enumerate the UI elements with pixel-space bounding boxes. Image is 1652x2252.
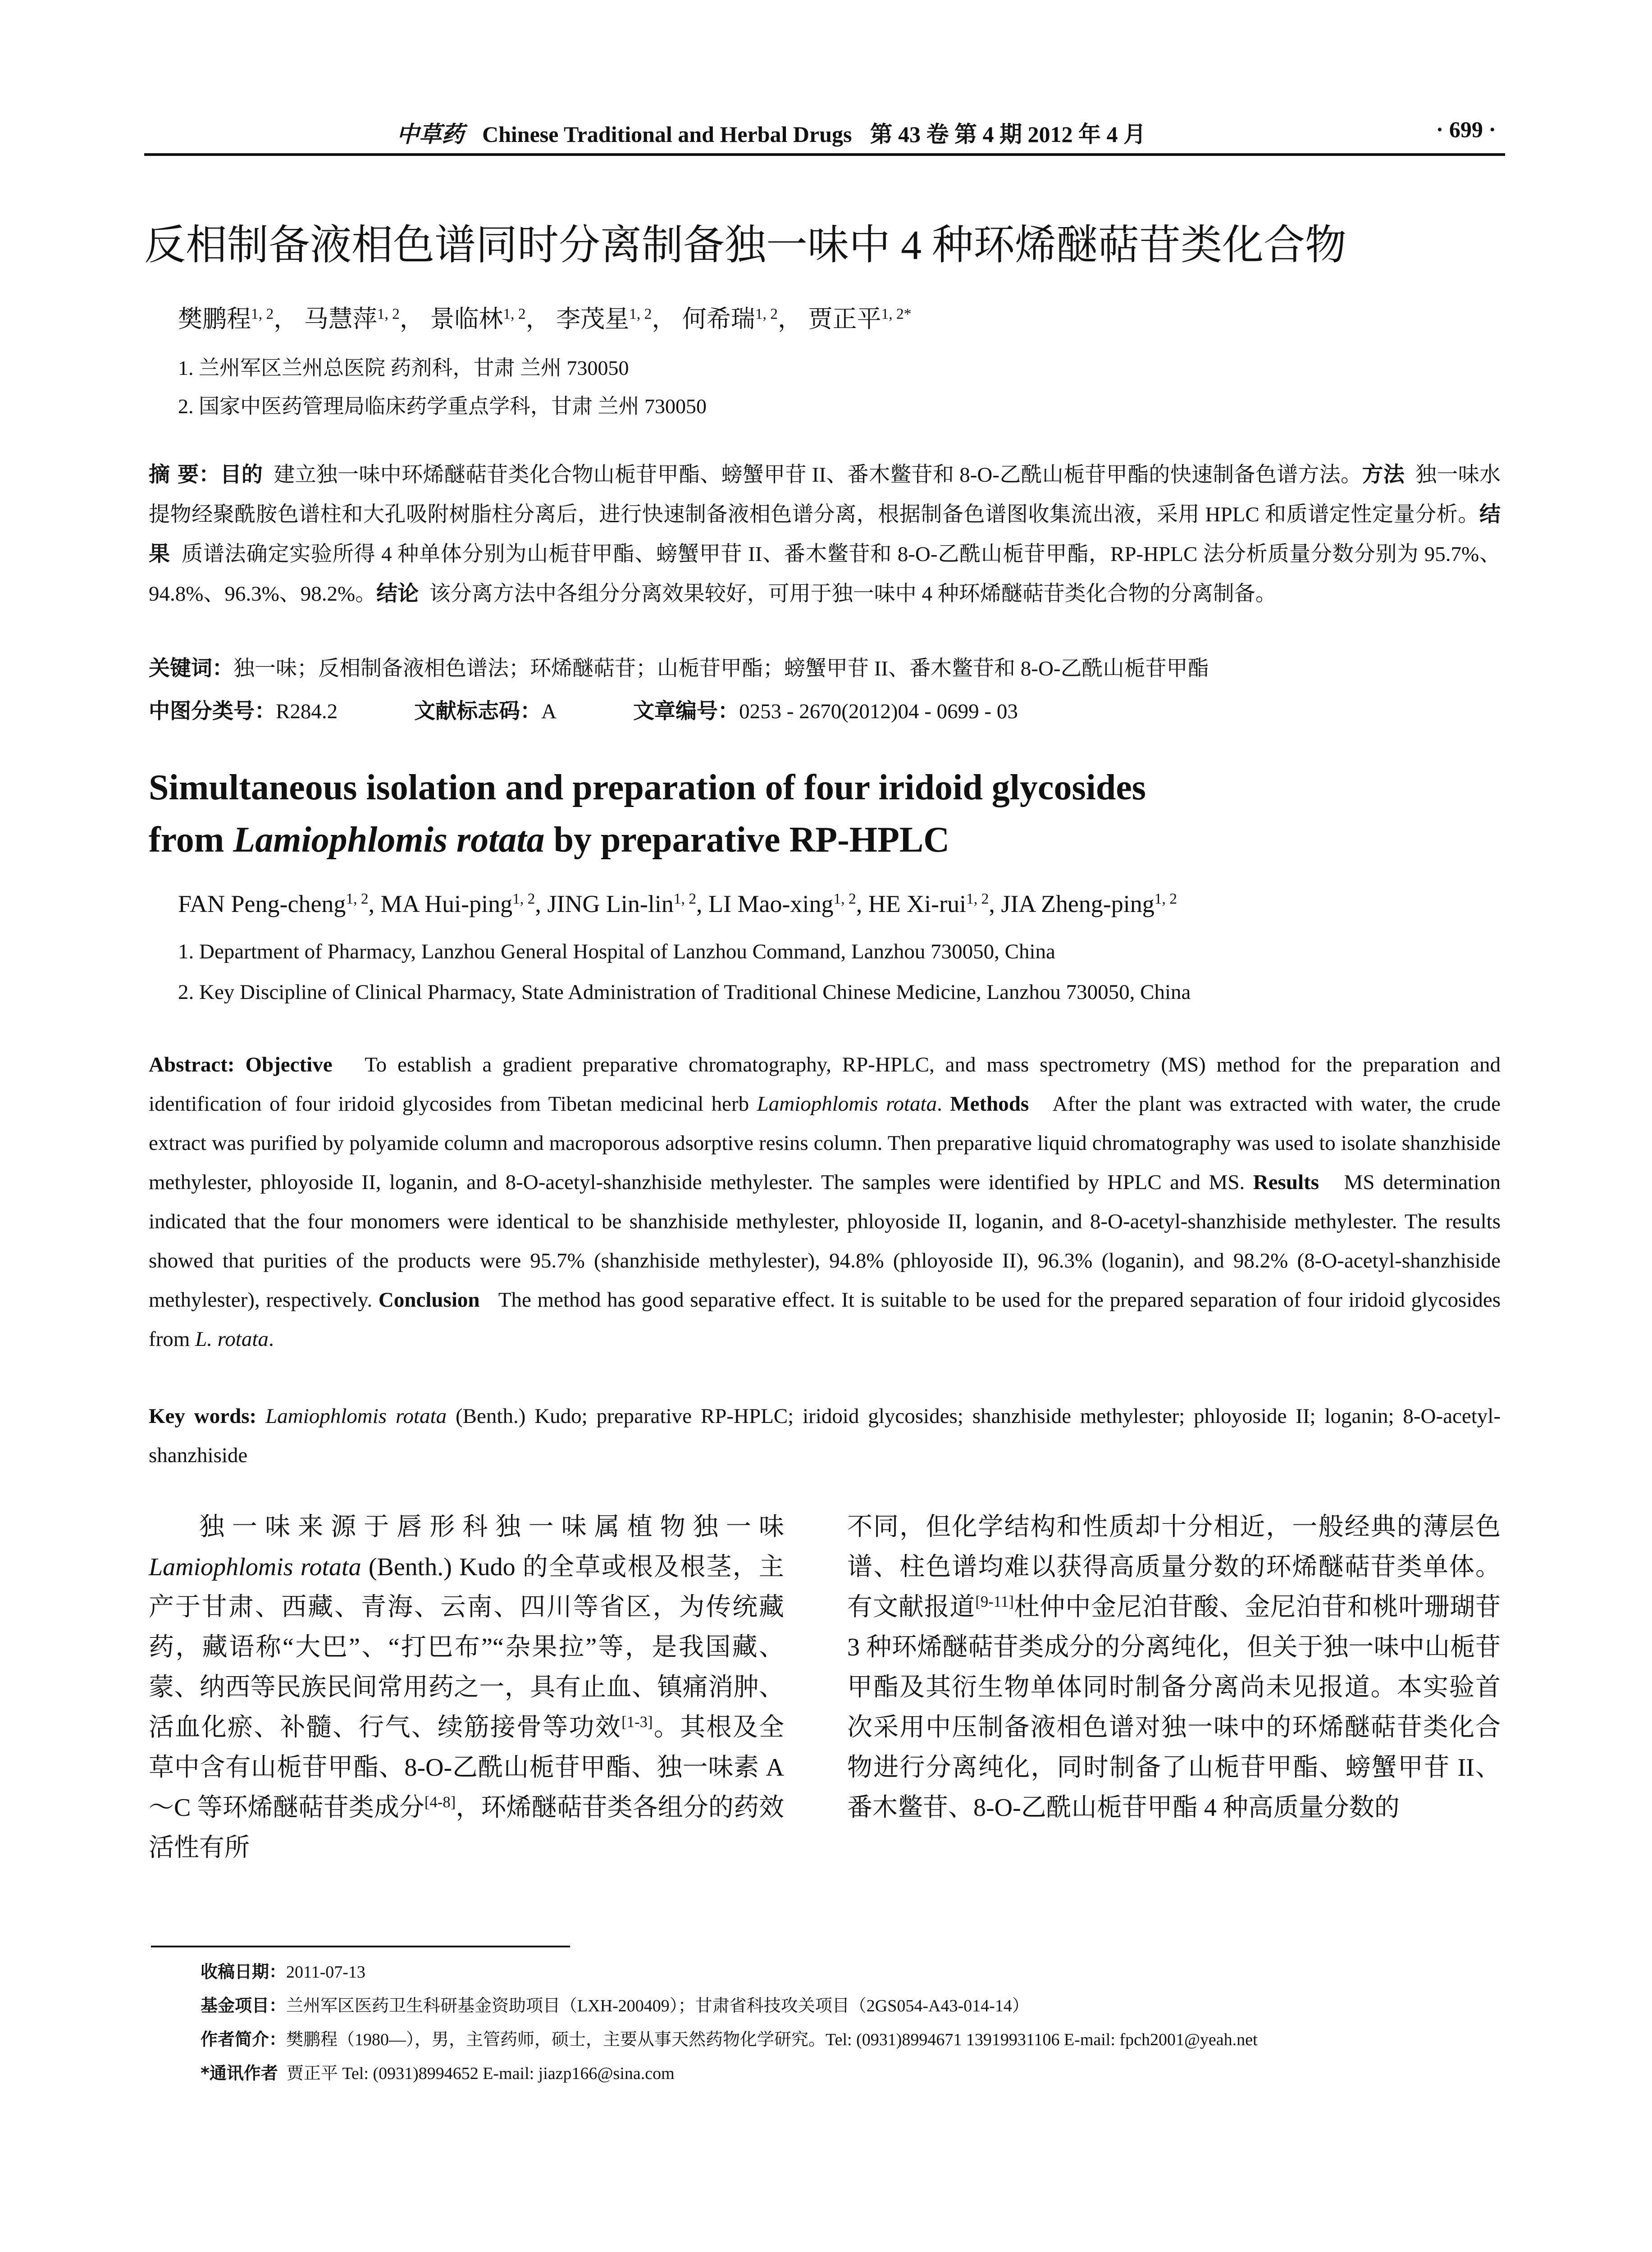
journal-issue: 第 43 卷 第 4 期 2012 年 4 月: [870, 122, 1146, 147]
affiliation-cn-1: 1. 兰州军区兰州总医院 药剂科，甘肃 兰州 730050: [178, 356, 629, 379]
author-cn: 何希瑞$^{1, 2}$，: [682, 305, 803, 333]
author-cn: 李茂星$^{1, 2}$，: [556, 305, 676, 333]
conclusion-label-en: Conclusion: [378, 1288, 480, 1312]
title-en: Simultaneous isolation and preparation of four iridoid glycosides from Lamiophlomis rotata by preparative RP-HPLC: [149, 768, 1146, 860]
footnote-corresponding: *通讯作者 贾正平 Tel: (0931)8994652 E-mail: jiazp166@sina.com: [201, 2063, 675, 2083]
authors-cn: [178, 300, 911, 334]
abstract-en: Abstract: Objective To establish a gradient preparative chromatography, RP-HPLC, and mass spectrometry (MS) method for the preparation and identification of four iridoid glycosides from Tibetan medicinal herb Lamiophlomis rotata. Methods After the plant was extracted with water, the crude extract was purified by polyamide column and macroporous adsorptive resins column. Then preparative liquid chromatography was used to isolate shanzhiside methylester, phloyoside II, loganin, and 8-O-acetyl-shanzhiside methylester. The samples were identified by HPLC and MS. Results MS determination indicated that the four monomers were identical to be shanzhiside methylester, phloyoside II, loganin, and 8-O-acetyl-shanzhiside methylester. The results showed that purities of the products were 95.7% (shanzhiside methylester), 94.8% (phloyoside II), 96.3% (loganin), and 98.2% (8-O-acetyl-shanzhiside methylester), respectively. Conclusion The method has good separative effect. It is suitable to be used for the prepared separation of four iridoid glycosides from L. rotata.: [149, 1053, 1501, 1351]
title-cn: 反相制备液相色谱同时分离制备独一味中 4 种环烯醚萜苷类化合物: [144, 222, 1347, 268]
author-en: FAN Peng-cheng$^{1, 2}$,: [178, 890, 381, 917]
journal-name-en: Chinese Traditional and Herbal Drugs: [482, 122, 852, 147]
objective-label-cn: 目的: [220, 462, 263, 487]
results-label-cn: 结果: [149, 502, 1501, 566]
citation[interactable]: [9-11]: [975, 1592, 1014, 1610]
footnote-received: 收稿日期：2011-07-13: [201, 1962, 365, 1982]
affiliation-en-2: 2. Key Discipline of Clinical Pharmacy, State Administration of Traditional Chinese Medicine, Lanzhou 730050, China: [178, 980, 1191, 1004]
body-column-right: 不同，但化学结构和性质却十分相近，一般经典的薄层色谱、柱色谱均难以获得高质量分数的环烯醚萜苷类单体。有文献报道[9-11]杜仲中金尼泊苷酸、金尼泊苷和桃叶珊瑚苷 3 种环烯醚萜苷类成分的分离纯化，但关于独一味中山栀苷甲酯及其衍生物单体同时制备分离尚未见报道。本实验首次采用中压制备液相色谱对独一味中的环烯醚萜苷类化合物进行分离纯化，同时制备了山栀苷甲酯、螃蟹甲苷 II、番木鳖苷、8-O-乙酰山栀苷甲酯 4 种高质量分数的: [847, 1513, 1501, 1822]
running-header: [144, 113, 1505, 156]
author-cn: 樊鹏程$^{1, 2}$，: [178, 305, 298, 333]
body-column-left: 独一味来源于唇形科独一味属植物独一味Lamiophlomis rotata (Benth.) Kudo 的全草或根及根茎，主产于甘肃、西藏、青海、云南、四川等省区，为传统藏药，藏语称“大巴”、“打巴布”“杂果拉”等，是我国藏、蒙、纳西等民族民间常用药之一，具有止血、镇痛消肿、活血化瘀、补髓、行气、续筋接骨等功效[1-3]。其根及全草中含有山栀苷甲酯、8-O-乙酰山栀苷甲酯、独一味素 A～C 等环烯醚萜苷类成分[4-8]，环烯醚萜苷类各组分的药效活性有所: [149, 1513, 785, 1862]
document-code: A: [541, 700, 557, 723]
keywords-en: Key words: Lamiophlomis rotata (Benth.) Kudo; preparative RP-HPLC; iridoid glycosides; shanzhiside methylester; phloyoside II; loganin; 8-O-acetyl-shanzhiside: [149, 1404, 1501, 1467]
clc-number: R284.2: [276, 700, 338, 723]
author-cn: 景临林$^{1, 2}$，: [430, 305, 550, 333]
footnote-divider: [151, 1946, 570, 1947]
journal-header-line: [397, 116, 1146, 149]
methods-label-en: Methods: [950, 1092, 1029, 1116]
methods-label-cn: 方法: [1362, 462, 1405, 487]
citation[interactable]: [4-8]: [424, 1793, 456, 1811]
author-cn: 贾正平$^{1, 2*}$: [808, 305, 912, 333]
author-en: LI Mao-xing$^{1, 2}$,: [708, 890, 868, 917]
objective-label-en: Objective: [245, 1053, 333, 1076]
classification-line: 中图分类号：R284.2 文献标志码：A 文章编号：0253 - 2670(2012)04 - 0699 - 03: [149, 699, 1018, 724]
footnote-author-bio: 作者简介：樊鹏程（1980—），男，主管药师，硕士，主要从事天然药物化学研究。Tel: (0931)8994671 13919931106 E-mail: fpch2001@yeah.net: [201, 2029, 1258, 2049]
page-number: · 699 ·: [1436, 117, 1496, 142]
keywords-cn: 关键词：独一味；反相制备液相色谱法；环烯醚萜苷；山栀苷甲酯；螃蟹甲苷 II、番木鳖苷和 8-O-乙酰山栀苷甲酯: [149, 656, 1209, 681]
author-en: MA Hui-ping$^{1, 2}$,: [380, 890, 548, 917]
footnote-fund: 基金项目：兰州军区医药卫生科研基金资助项目（LXH-200409）；甘肃省科技攻关项目（2GS054-A43-014-14）: [201, 1996, 1029, 2015]
authors-en: [178, 890, 1177, 918]
abstract-cn: 摘 要：目的 建立独一味中环烯醚萜苷类化合物山栀苷甲酯、螃蟹甲苷 II、番木鳖苷和 8-O-乙酰山栀苷甲酯的快速制备色谱方法。方法 独一味水提物经聚酰胺色谱柱和大孔吸附树脂柱分离后，进行快速制备液相色谱分离，根据制备色谱图收集流出液，采用 HPLC 和质谱定性定量分析。结果 质谱法确定实验所得 4 种单体分别为山栀苷甲酯、螃蟹甲苷 II、番木鳖苷和 8-O-乙酰山栀苷甲酯，RP-HPLC 法分析质量分数分别为 95.7%、94.8%、96.3%、98.2%。结论 该分离方法中各组分分离效果较好，可用于独一味中 4 种环烯醚萜苷类化合物的分离制备。: [149, 462, 1501, 606]
journal-name-cn: 中草药: [397, 122, 464, 147]
author-en: JING Lin-lin$^{1, 2}$,: [547, 890, 709, 917]
conclusion-label-cn: 结论: [376, 581, 419, 606]
affiliation-cn-2: 2. 国家中医药管理局临床药学重点学科，甘肃 兰州 730050: [178, 395, 707, 418]
results-label-en: Results: [1253, 1171, 1319, 1194]
author-en: HE Xi-rui$^{1, 2}$,: [868, 890, 1001, 917]
affiliation-en-1: 1. Department of Pharmacy, Lanzhou General Hospital of Lanzhou Command, Lanzhou 730050, China: [178, 940, 1055, 963]
citation[interactable]: [1-3]: [621, 1713, 653, 1731]
author-cn: 马慧萍$^{1, 2}$，: [304, 305, 424, 333]
author-en: JIA Zheng-ping$^{1, 2}$: [1001, 890, 1177, 917]
article-number: 0253 - 2670(2012)04 - 0699 - 03: [739, 700, 1018, 723]
